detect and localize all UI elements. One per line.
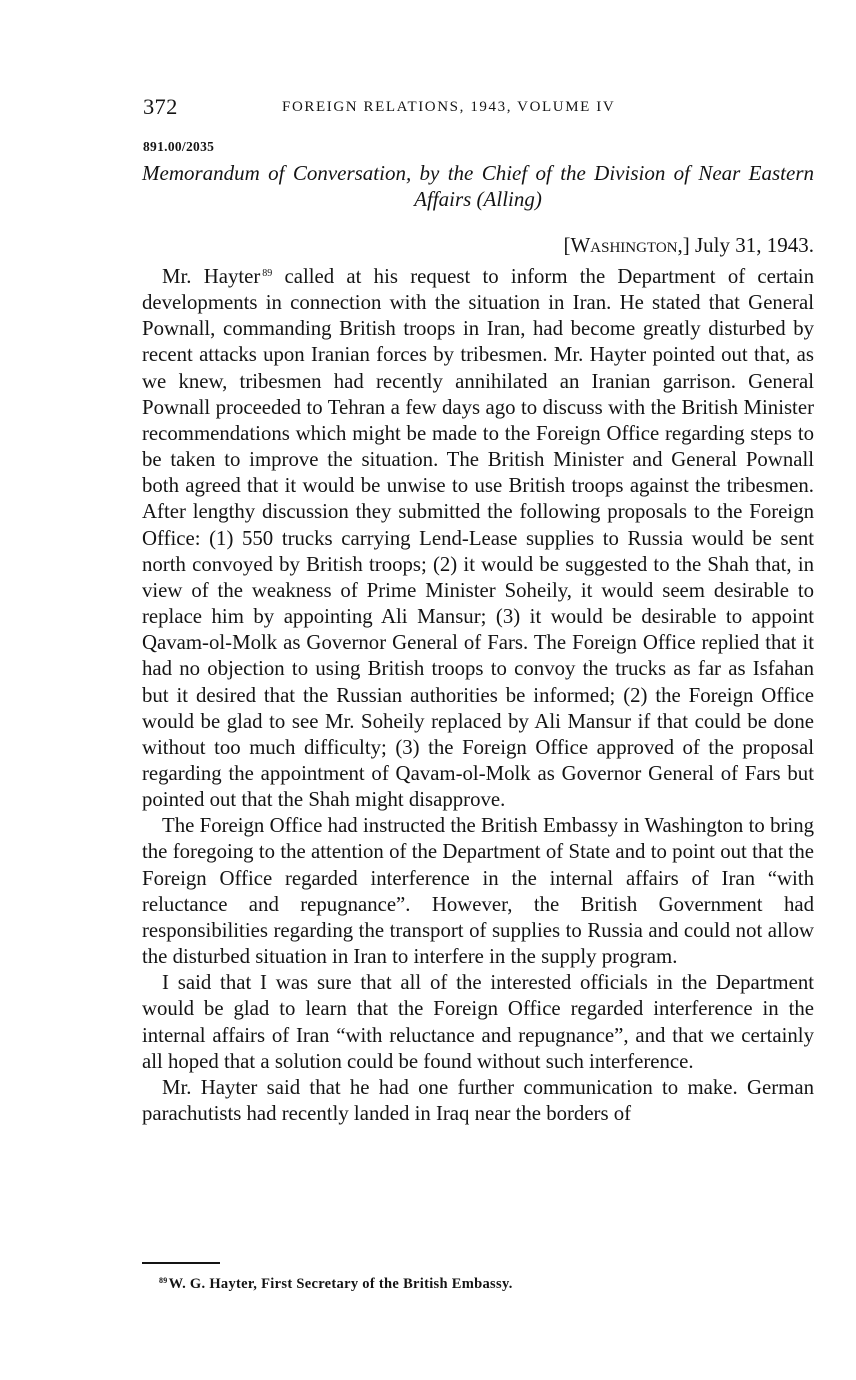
running-header: [142, 94, 814, 122]
dateline: [563, 233, 814, 258]
dateline-place: [Washington,]: [563, 233, 690, 257]
footnote-reference[interactable]: 89: [262, 268, 273, 279]
page-number: 372: [143, 94, 178, 119]
paragraph-1: [142, 264, 814, 813]
running-header-title: FOREIGN RELATIONS, 1943, VOLUME IV: [282, 99, 616, 115]
dateline-date: July 31, 1943.: [689, 233, 814, 257]
paragraph-4: Mr. Hayter said that he had one further communication to make. German parachutists had recently landed in Iraq near the borders of: [142, 1075, 814, 1125]
paragraph-1-lead: Mr. Hayter: [162, 265, 261, 288]
file-number: 891.00/2035: [143, 139, 215, 154]
footnote: [159, 1276, 513, 1293]
footnote-number: 89: [159, 1276, 168, 1285]
paragraph-3: I said that I was sure that all of the interested officials in the Department would be glad to learn that the Foreign Office regarded interference in the internal affairs of Iran “with reluctance and repugnance”, and that we certainly all hoped that a solution could be found without such interference.: [142, 971, 814, 1073]
footnote-divider: [142, 1262, 220, 1264]
memorandum-body: [142, 264, 814, 1127]
paragraph-1-text: called at his request to inform the Department of certain developments in connection with the situation in Iran. He stated that General Pownall, commanding British troops in Iran, had become greatly disturbed by recent attacks upon Iranian forces by tribesmen. Mr. Hayter pointed out that, as we knew, tribesmen had recently annihilated an Iranian garrison. General Pownall proceeded to Tehran a few days ago to discuss with the British Minister recommendations which might be made to the Foreign Office regarding steps to be taken to improve the situation. The British Minister and General Pownall both agreed that it would be unwise to use British troops against the tribesmen. After lengthy discussion they submitted the following proposals to the Foreign Office: (1) 550 trucks carrying Lend-Lease supplies to Russia would be sent north convoyed by British troops; (2) it would be suggested to the Shah that, in view of the weakness of Prime Minister Soheily, it would seem desirable to replace him by appointing Ali Mansur; (3) it would be desirable to appoint Qavam-ol-Molk as Governor General of Fars. The Foreign Office replied that it had no objection to using British troops to convoy the trucks as far as Isfahan but it desired that the Russian authorities be informed; (2) the Foreign Office would be glad to see Mr. Soheily replaced by Ali Mansur if that could be done without too much difficulty; (3) the Foreign Office approved of the proposal regarding the appointment of Qavam-ol-Molk as Governor General of Fars but pointed out that the Shah might disapprove.: [142, 265, 814, 812]
footnote-text: W. G. Hayter, First Secretary of the British Embassy.: [168, 1276, 513, 1292]
paragraph-2: The Foreign Office had instructed the British Embassy in Washington to bring the foregoing to the attention of the Department of State and to point out that the Foreign Office regarded interference in the internal affairs of Iran “with reluctance and repugnance”. However, the British Government had responsibilities regarding the transport of supplies to Russia and could not allow the disturbed situation in Iran to interfere in the supply program.: [142, 814, 814, 969]
document-title: Memorandum of Conversation, by the Chief of the Division of Near Eastern Affairs (Alling): [142, 161, 814, 211]
